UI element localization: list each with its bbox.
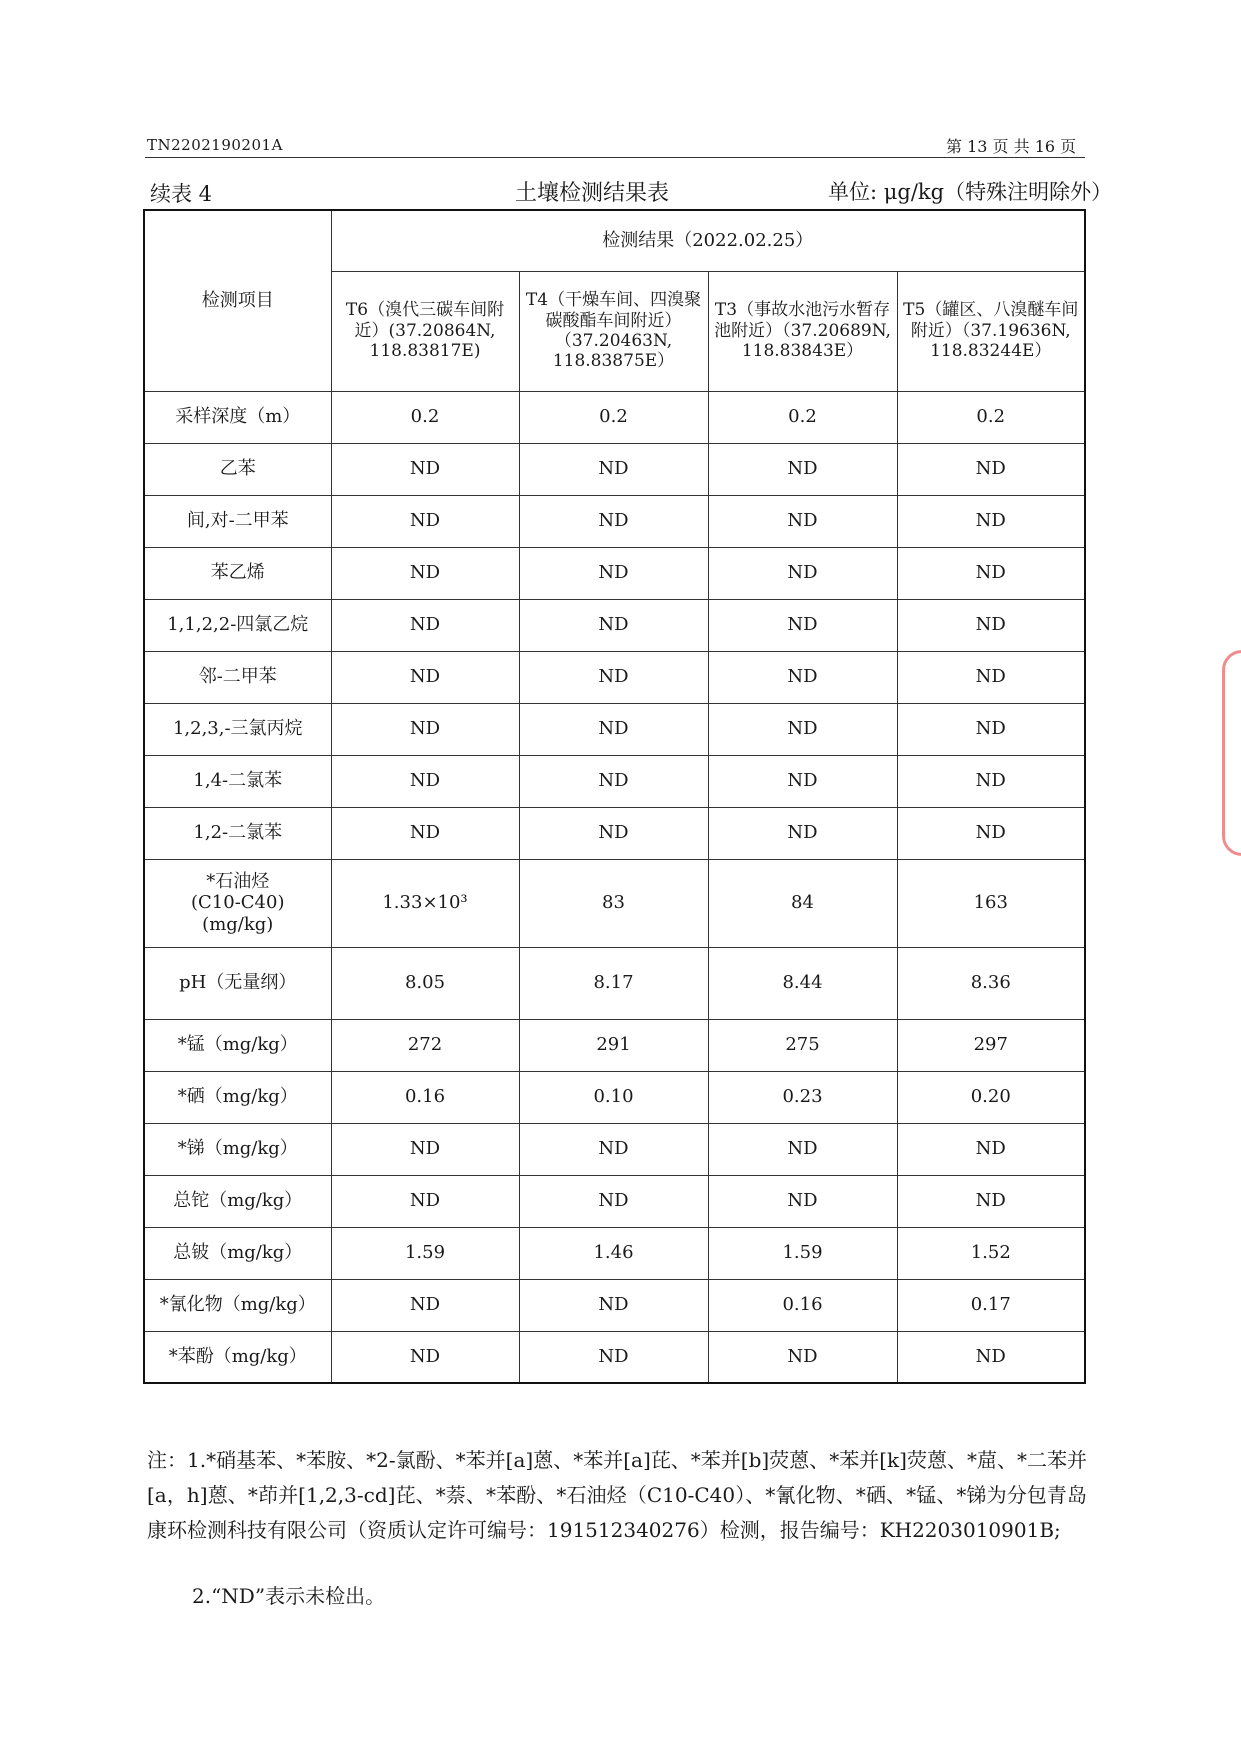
table-cell: ND bbox=[519, 1279, 708, 1331]
petroleum-label-line2: (C10-C40) bbox=[191, 892, 285, 914]
result-header: 检测结果（2022.02.25） bbox=[331, 210, 1085, 271]
table-cell: ND bbox=[708, 495, 897, 547]
table-cell: 0.20 bbox=[897, 1071, 1085, 1123]
table-cell: ND bbox=[519, 1175, 708, 1227]
table-cell: ND bbox=[708, 1331, 897, 1383]
table-cell: ND bbox=[708, 1123, 897, 1175]
table-row bbox=[144, 703, 1085, 755]
table-cell: ND bbox=[331, 1175, 519, 1227]
table-cell: ND bbox=[897, 443, 1085, 495]
table-cell: 1.52 bbox=[897, 1227, 1085, 1279]
site-header: T6（溴代三碳车间附近）(37.20864N, 118.83817E) bbox=[331, 271, 519, 391]
table-cell: ND bbox=[331, 651, 519, 703]
item-header: 检测项目 bbox=[144, 210, 331, 391]
row-label: 1,4-二氯苯 bbox=[144, 755, 331, 807]
table-cell: 0.2 bbox=[708, 391, 897, 443]
table-cell: 272 bbox=[331, 1019, 519, 1071]
row-label: 邻-二甲苯 bbox=[144, 651, 331, 703]
table-cell: ND bbox=[519, 1331, 708, 1383]
table-cell: ND bbox=[331, 1331, 519, 1383]
header-divider bbox=[145, 157, 1085, 158]
table-cell: ND bbox=[331, 495, 519, 547]
table-cell: ND bbox=[897, 1175, 1085, 1227]
table-cell: 0.16 bbox=[708, 1279, 897, 1331]
site-header: T5（罐区、八溴醚车间附近）（37.19636N, 118.83244E） bbox=[897, 271, 1085, 391]
table-cell: 163 bbox=[897, 859, 1085, 947]
table-cell: 0.2 bbox=[331, 391, 519, 443]
table-cell: 0.16 bbox=[331, 1071, 519, 1123]
table-cell: 0.23 bbox=[708, 1071, 897, 1123]
table-cell: ND bbox=[897, 755, 1085, 807]
table-cell: ND bbox=[519, 703, 708, 755]
table-cell: ND bbox=[708, 443, 897, 495]
table-row bbox=[144, 947, 1085, 1019]
row-label bbox=[144, 859, 331, 947]
table-row bbox=[144, 599, 1085, 651]
table-cell: ND bbox=[708, 651, 897, 703]
table-cell: ND bbox=[519, 1123, 708, 1175]
row-label: 1,2-二氯苯 bbox=[144, 807, 331, 859]
table-cell: 0.2 bbox=[519, 391, 708, 443]
table-cell: ND bbox=[331, 703, 519, 755]
table-cell: ND bbox=[519, 443, 708, 495]
page-number: 第 13 页 共 16 页 bbox=[946, 137, 1077, 156]
table-row bbox=[144, 651, 1085, 703]
table-cell: ND bbox=[897, 1123, 1085, 1175]
table-cell: ND bbox=[519, 547, 708, 599]
row-label: *锰（mg/kg） bbox=[144, 1019, 331, 1071]
report-number: TN2202190201A bbox=[147, 136, 283, 154]
table-cell: ND bbox=[897, 495, 1085, 547]
row-label: *氰化物（mg/kg） bbox=[144, 1279, 331, 1331]
table-cell: ND bbox=[519, 495, 708, 547]
row-label: 苯乙烯 bbox=[144, 547, 331, 599]
row-label: pH（无量纲） bbox=[144, 947, 331, 1019]
table-cell: ND bbox=[331, 807, 519, 859]
table-cell: ND bbox=[331, 755, 519, 807]
table-cell: 0.17 bbox=[897, 1279, 1085, 1331]
table-title: 土壤检测结果表 bbox=[515, 181, 670, 206]
row-label: 1,2,3,-三氯丙烷 bbox=[144, 703, 331, 755]
table-cell: 291 bbox=[519, 1019, 708, 1071]
table-row bbox=[144, 1175, 1085, 1227]
table-cell: ND bbox=[331, 443, 519, 495]
table-cell: ND bbox=[897, 651, 1085, 703]
table-cell: ND bbox=[331, 1279, 519, 1331]
table-row bbox=[144, 1279, 1085, 1331]
table-row bbox=[144, 391, 1085, 443]
site-header: T4（干燥车间、四溴聚碳酸酯车间附近）（37.20463N, 118.83875E） bbox=[519, 271, 708, 391]
table-cell: 8.05 bbox=[331, 947, 519, 1019]
table-cell: ND bbox=[708, 703, 897, 755]
table-cell: 83 bbox=[519, 859, 708, 947]
row-label: 1,1,2,2-四氯乙烷 bbox=[144, 599, 331, 651]
table-cell: ND bbox=[708, 599, 897, 651]
table-cell: ND bbox=[519, 651, 708, 703]
site-header: T3（事故水池污水暂存池附近）（37.20689N, 118.83843E） bbox=[708, 271, 897, 391]
table-row bbox=[144, 807, 1085, 859]
table-row bbox=[144, 1123, 1085, 1175]
table-cell: 84 bbox=[708, 859, 897, 947]
table-cell: 1.59 bbox=[331, 1227, 519, 1279]
table-row bbox=[144, 547, 1085, 599]
table-unit: 单位: μg/kg（特殊注明除外） bbox=[828, 180, 1113, 204]
table-cell: 8.17 bbox=[519, 947, 708, 1019]
results-table bbox=[143, 209, 1086, 1384]
table-cell: ND bbox=[519, 599, 708, 651]
table-row bbox=[144, 1331, 1085, 1383]
table-cell: 0.10 bbox=[519, 1071, 708, 1123]
table-row bbox=[144, 1227, 1085, 1279]
table-cell: ND bbox=[897, 1331, 1085, 1383]
table-cell: 1.46 bbox=[519, 1227, 708, 1279]
table-cell: ND bbox=[331, 547, 519, 599]
table-cell: ND bbox=[897, 703, 1085, 755]
petroleum-label-line1: *石油烃 bbox=[206, 870, 270, 892]
table-row bbox=[144, 495, 1085, 547]
table-cell: 1.33×10³ bbox=[331, 859, 519, 947]
petroleum-label-line3: (mg/kg) bbox=[202, 913, 274, 935]
table-cell: 8.36 bbox=[897, 947, 1085, 1019]
table-row bbox=[144, 859, 1085, 947]
table-cell: ND bbox=[708, 1175, 897, 1227]
row-label: 间,对-二甲苯 bbox=[144, 495, 331, 547]
row-label: 总铊（mg/kg） bbox=[144, 1175, 331, 1227]
row-label: 总铍（mg/kg） bbox=[144, 1227, 331, 1279]
table-cell: ND bbox=[519, 807, 708, 859]
table-label: 续表 4 bbox=[150, 182, 213, 206]
table-cell: ND bbox=[897, 599, 1085, 651]
seal-stamp bbox=[1222, 650, 1241, 856]
table-cell: 297 bbox=[897, 1019, 1085, 1071]
table-row bbox=[144, 1071, 1085, 1123]
table-cell: ND bbox=[331, 1123, 519, 1175]
table-row bbox=[144, 443, 1085, 495]
row-label: 乙苯 bbox=[144, 443, 331, 495]
table-cell: 275 bbox=[708, 1019, 897, 1071]
row-label: 采样深度（m） bbox=[144, 391, 331, 443]
table-cell: 1.59 bbox=[708, 1227, 897, 1279]
table-cell: ND bbox=[708, 547, 897, 599]
table-cell: 0.2 bbox=[897, 391, 1085, 443]
table-cell: ND bbox=[897, 547, 1085, 599]
table-cell: ND bbox=[708, 807, 897, 859]
row-label: *苯酚（mg/kg） bbox=[144, 1331, 331, 1383]
table-cell: 8.44 bbox=[708, 947, 897, 1019]
table-cell: ND bbox=[897, 807, 1085, 859]
footnote-2: 2.“ND”表示未检出。 bbox=[192, 1584, 386, 1608]
row-label: *硒（mg/kg） bbox=[144, 1071, 331, 1123]
table-cell: ND bbox=[519, 755, 708, 807]
table-row bbox=[144, 755, 1085, 807]
table-cell: ND bbox=[331, 599, 519, 651]
table-cell: ND bbox=[708, 755, 897, 807]
row-label: *锑（mg/kg） bbox=[144, 1123, 331, 1175]
table-row bbox=[144, 1019, 1085, 1071]
footnote-1: 注：1.*硝基苯、*苯胺、*2-氯酚、*苯并[a]蒽、*苯并[a]芘、*苯并[b]荧蒽、*苯并[k]荧蒽、*䓛、*二苯并[a，h]蒽、*茚并[1,2,3-cd]芘、*萘、*苯酚、*石油烃（C10-C40）、*氰化物、*硒、*锰、*锑为分包青岛康环检测科技有限公司（资质认定许可编号：191512340276）检测，报告编号：KH2203010901B; bbox=[147, 1448, 1087, 1542]
